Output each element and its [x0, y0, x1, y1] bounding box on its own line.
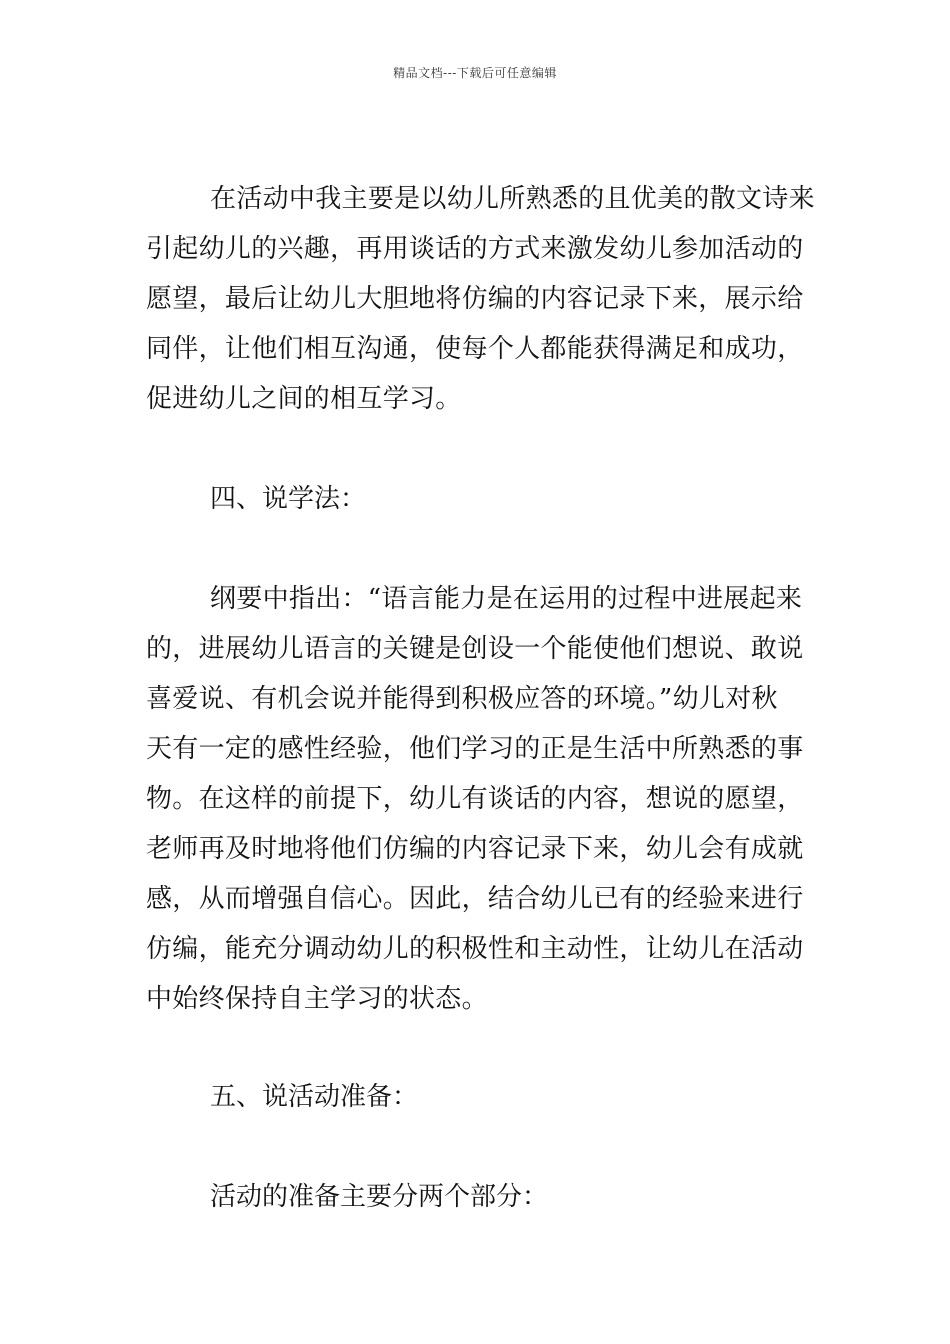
page-header: 精品文档---下载后可任意编辑	[393, 66, 557, 80]
paragraph-preparation-intro: 活动的准备主要分两个部分：	[210, 1182, 549, 1212]
paragraph-line: 纲要中指出：“语言能力是在运用的过程中进展起来	[210, 584, 803, 614]
paragraph-line: 的，进展幼儿语言的关键是创设一个能使他们想说、敢说	[146, 634, 804, 664]
section-heading-activity-preparation: 五、说活动准备：	[210, 1082, 419, 1112]
paragraph-line: 天有一定的感性经验，他们学习的正是生活中所熟悉的事	[146, 734, 804, 764]
paragraph-line: 喜爱说、有机会说并能得到积极应答的环境。”幼儿对秋	[146, 684, 778, 714]
paragraph-learning-method	[146, 574, 808, 1024]
paragraph-line: 同伴，让他们相互沟通，使每个人都能获得满足和成功，	[146, 334, 804, 364]
paragraph-line: 仿编，能充分调动幼儿的积极性和主动性，让幼儿在活动	[146, 934, 804, 964]
paragraph-line: 感，从而增强自信心。因此，结合幼儿已有的经验来进行	[146, 884, 804, 914]
paragraph-line: 在活动中我主要是以幼儿所熟悉的且优美的散文诗来	[210, 184, 815, 214]
paragraph-line: 愿望，最后让幼儿大胆地将仿编的内容记录下来，展示给	[146, 284, 804, 314]
paragraph-line: 老师再及时地将他们仿编的内容记录下来，幼儿会有成就	[146, 834, 804, 864]
paragraph-line: 促进幼儿之间的相互学习。	[146, 384, 462, 414]
paragraph-teaching-method	[146, 174, 815, 424]
paragraph-line: 物。在这样的前提下，幼儿有谈话的内容，想说的愿望，	[146, 784, 804, 814]
paragraph-line: 引起幼儿的兴趣，再用谈话的方式来激发幼儿参加活动的	[146, 234, 804, 264]
section-heading-learning-method: 四、说学法：	[210, 484, 367, 514]
paragraph-line: 中始终保持自主学习的状态。	[146, 984, 488, 1014]
